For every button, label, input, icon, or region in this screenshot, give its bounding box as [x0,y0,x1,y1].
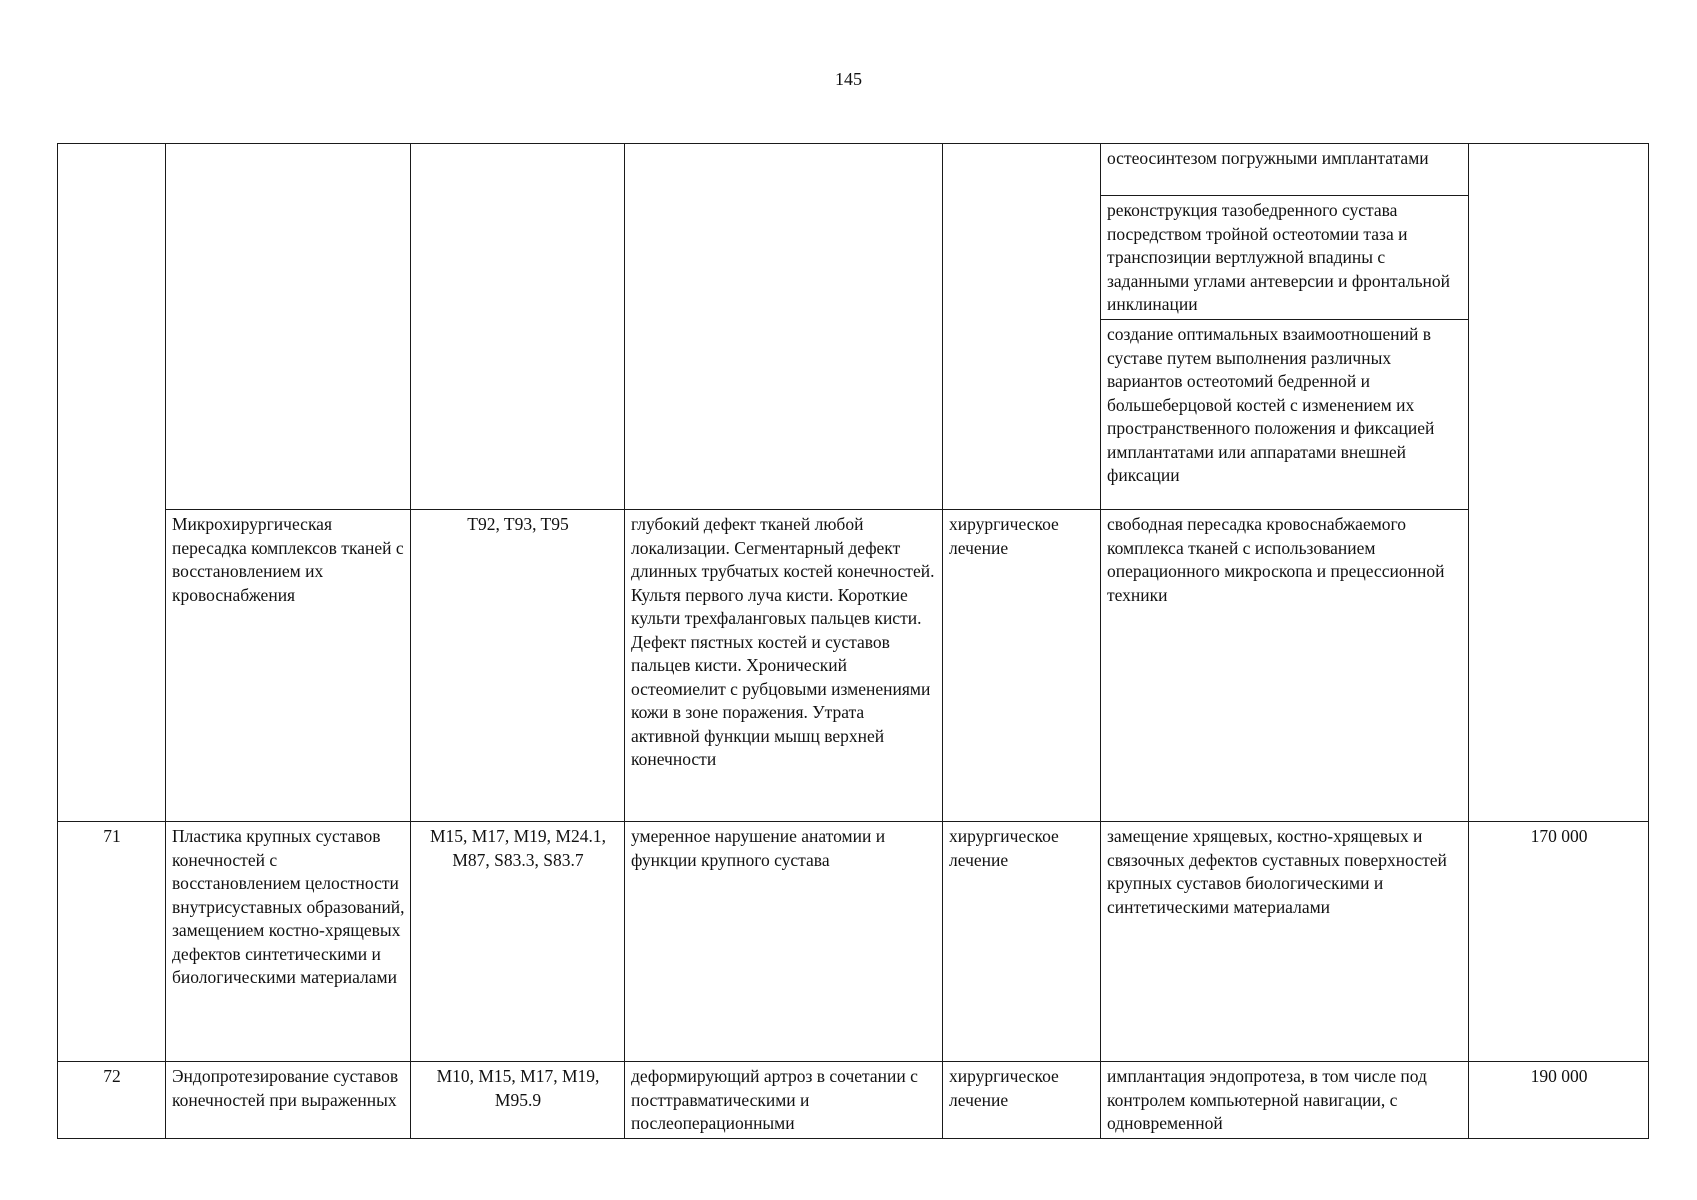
method-cell: остеосинтезом погружными имплантатами [1101,144,1469,196]
model-cell: глубокий дефект тканей любой локализации. Сегментарный дефект длинных трубчатых костей конечностей. Культя первого луча кисти. Короткие культи трехфаланговых пальцев кисти. Дефект пястных костей и суставов пальцев кисти. Хронический остеомиелит с рубцовыми изменениями кожи в зоне поражения. Утрата активной функции мышц верхней конечности [625,510,943,822]
cost-cell: 170 000 [1469,822,1649,1062]
cost-cell-empty [1469,144,1649,822]
profile-name-cell-empty [166,144,411,510]
profile-name-cell: Пластика крупных суставов конечностей с восстановлением целостности внутрисуставных образований, замещением костно-хрящевых дефектов синтетическими и биологическими материалами [166,822,411,1062]
profile-name-cell: Эндопротезирование суставов конечностей при выраженных [166,1062,411,1139]
treatment-cell-empty [943,144,1101,510]
table-row [58,1062,1649,1139]
method-cell: имплантация эндопротеза, в том числе под контролем компьютерной навигации, с одновременной [1101,1062,1469,1139]
treatment-cell: хирургическое лечение [943,1062,1101,1139]
codes-cell-empty [411,144,625,510]
codes-cell: T92, T93, T95 [411,510,625,822]
method-cell: замещение хрящевых, костно-хрящевых и связочных дефектов суставных поверхностей крупных суставов биологическими и синтетическими материалами [1101,822,1469,1062]
table-row [58,822,1649,1062]
cost-cell: 190 000 [1469,1062,1649,1139]
method-cell: свободная пересадка кровоснабжаемого комплекса тканей с использованием операционного микроскопа и прецессионной техники [1101,510,1469,822]
treatment-cell: хирургическое лечение [943,822,1101,1062]
method-cell: реконструкция тазобедренного сустава посредством тройной остеотомии таза и транспозиции вертлужной впадины с заданными углами антеверсии и фронтальной инклинации [1101,196,1469,320]
row-number-cell: 72 [58,1062,166,1139]
model-cell-empty [625,144,943,510]
codes-cell: M10, M15, M17, M19, M95.9 [411,1062,625,1139]
profile-name-cell: Микрохирургическая пересадка комплексов тканей с восстановлением их кровоснабжения [166,510,411,822]
model-cell: умеренное нарушение анатомии и функции крупного сустава [625,822,943,1062]
row-number-cell: 71 [58,822,166,1062]
row-number-cell-empty [58,144,166,822]
method-cell: создание оптимальных взаимоотношений в суставе путем выполнения различных вариантов остеотомий бедренной и большеберцовой костей с изменением их пространственного положения и фиксацией имплантатами или аппаратами внешней фиксации [1101,320,1469,510]
codes-cell: M15, M17, M19, M24.1, M87, S83.3, S83.7 [411,822,625,1062]
treatment-cell: хирургическое лечение [943,510,1101,822]
medical-care-table [57,143,1649,1139]
page-number: 145 [835,69,862,89]
model-cell: деформирующий артроз в сочетании с посттравматическими и послеоперационными [625,1062,943,1139]
